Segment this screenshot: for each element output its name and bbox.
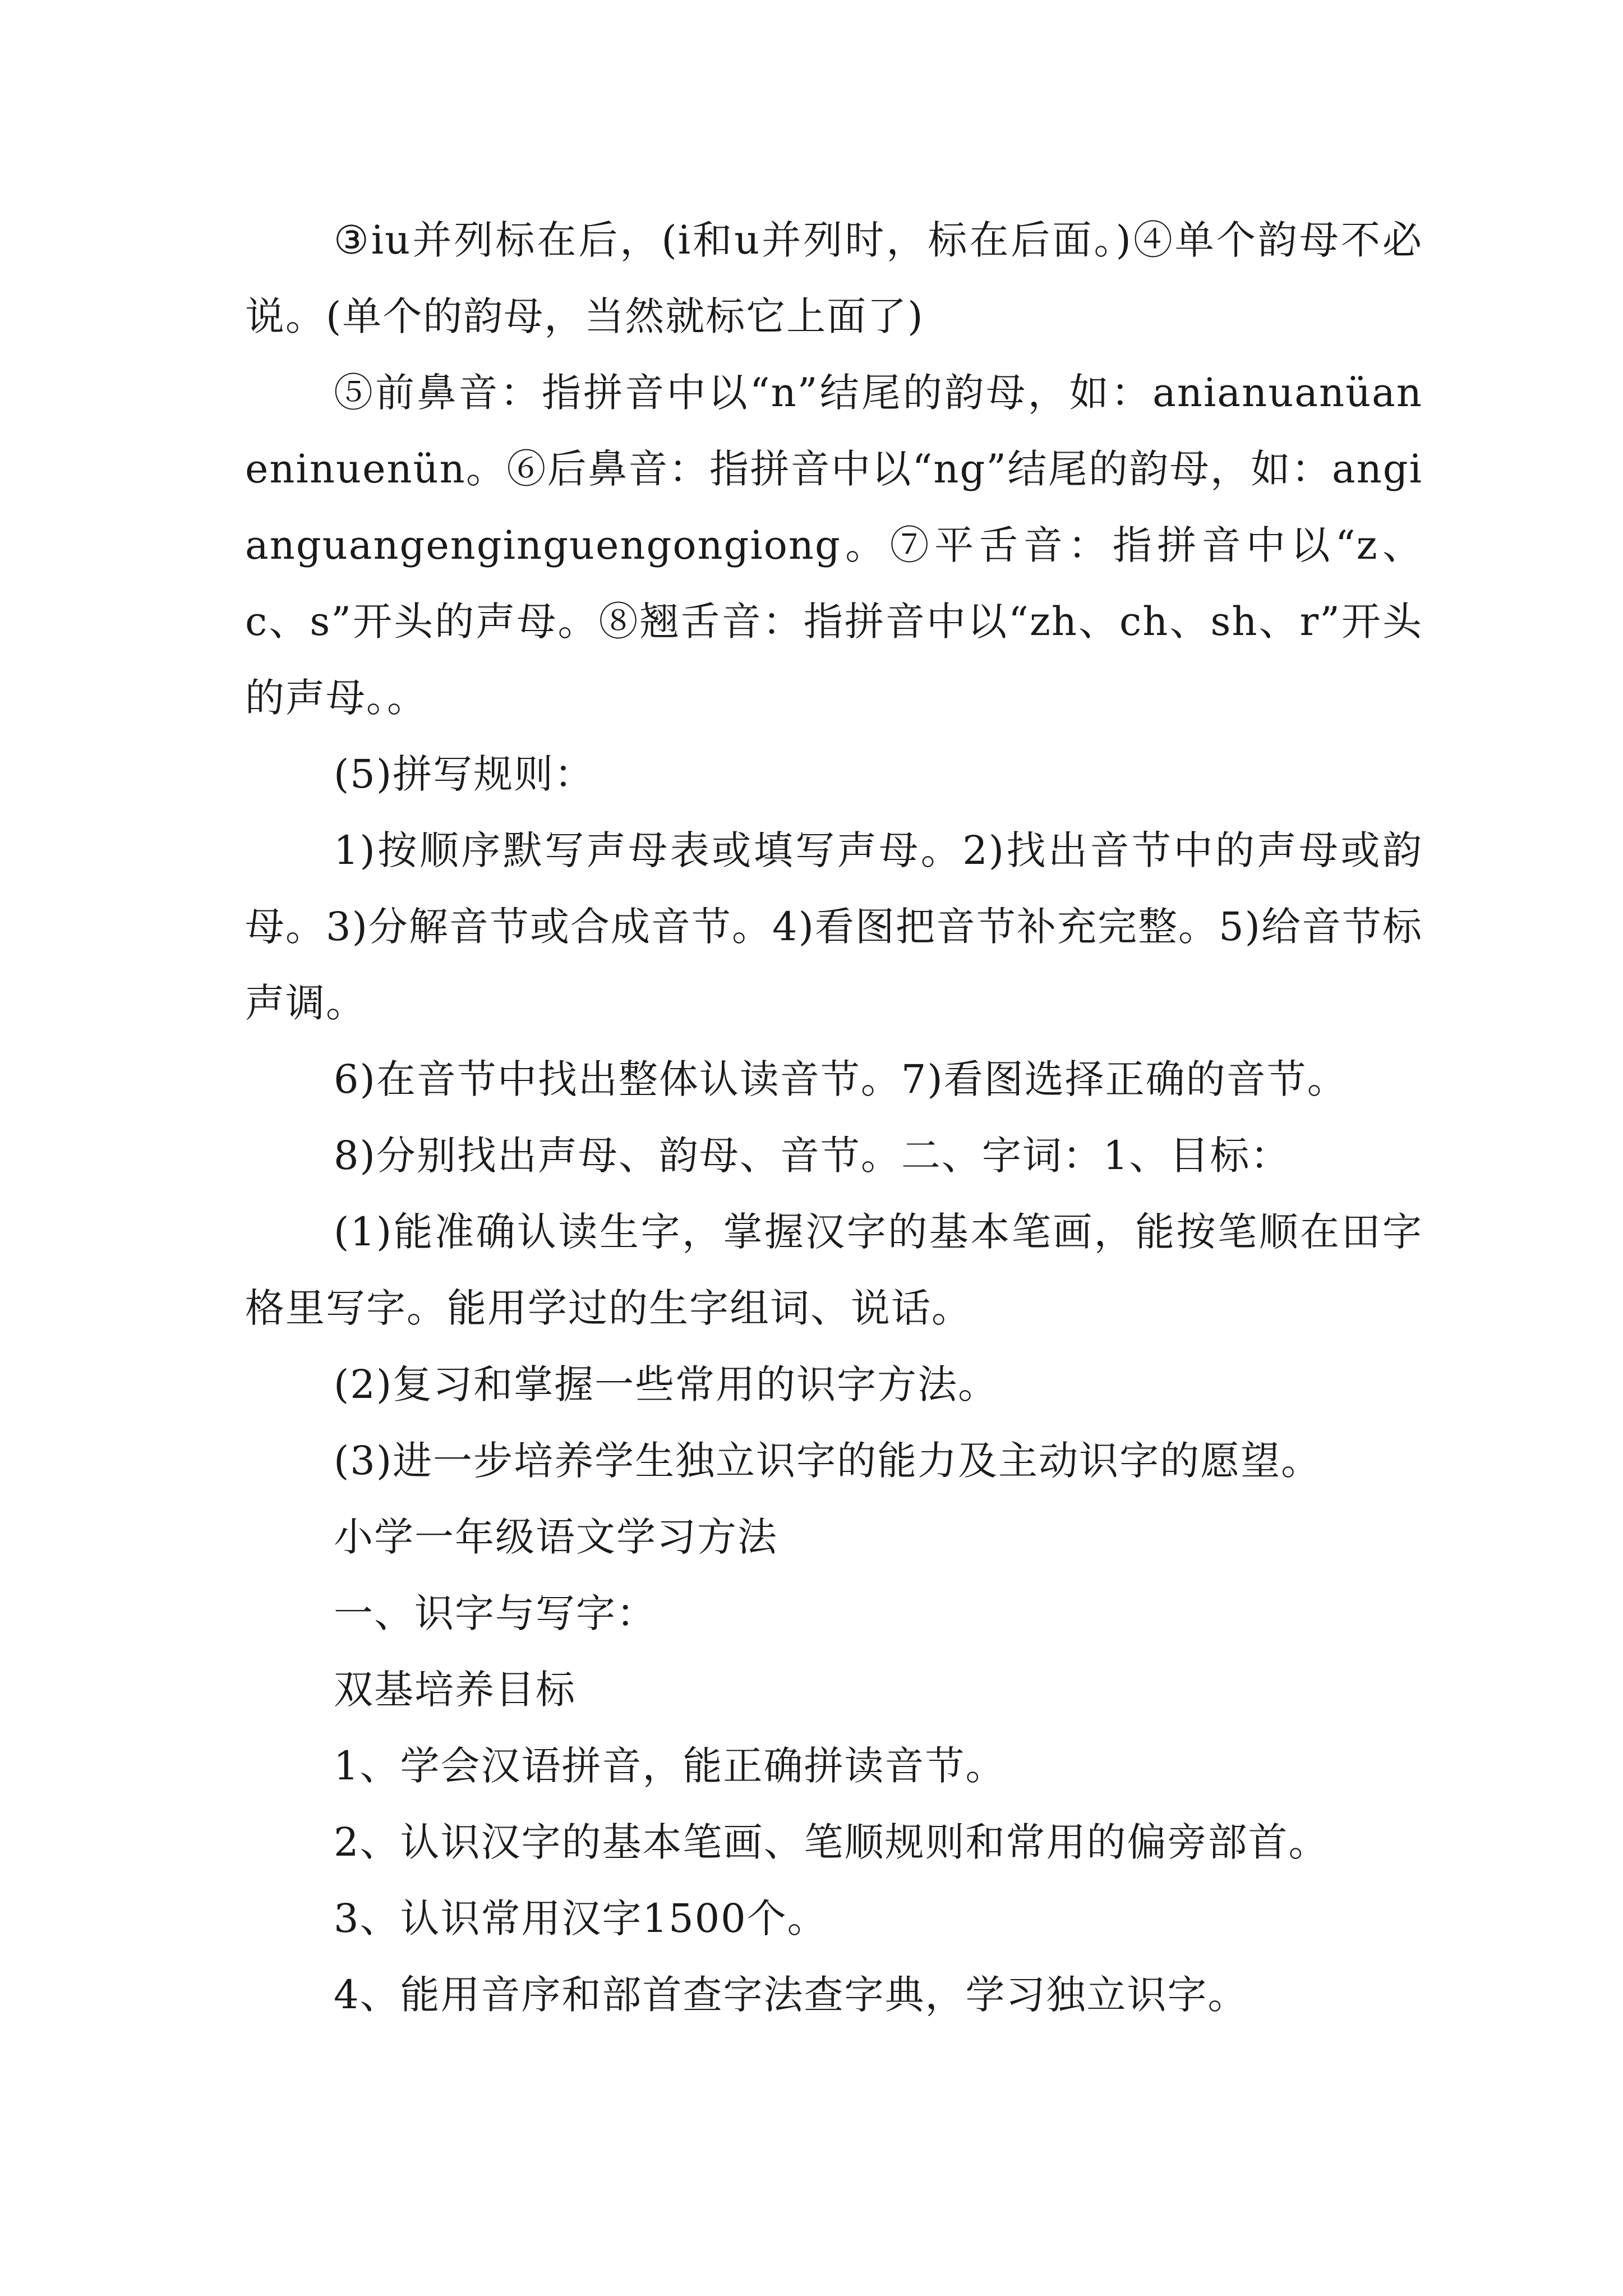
paragraph-spelling-rules-1: 1)按顺序默写声母表或填写声母。2)找出音节中的声母或韵母。3)分解音节或合成音节。4)看图把音节补充完整。5)给音节标声调。 [245, 827, 1423, 1026]
target-item-4: 4、能用音序和部首查字法查字典，学习独立识字。 [334, 1972, 1248, 2018]
target-item-1: 1、学会汉语拼音，能正确拼读音节。 [334, 1743, 1006, 1789]
paragraph-words-goal: 8)分别找出声母、韵母、音节。二、字词：1、目标： [334, 1133, 1291, 1179]
paragraph-spelling-rules-heading: (5)拼写规则： [334, 751, 595, 797]
paragraph-goal-1: (1)能准确认读生字，掌握汉字的基本笔画，能按笔顺在田字格里写字。能用学过的生字组词、说话。 [245, 1209, 1423, 1331]
paragraph-nasal-sounds: ⑤前鼻音：指拼音中以“n”结尾的韵母，如：anianuanüaneninuenün。⑥后鼻音：指拼音中以“ng”结尾的韵母，如：angianguangenginguengongiong。⑦平舌音：指拼音中以“z、c、s”开头的声母。⑧翘舌音：指拼音中以“zh、ch、sh、r”开头的声母。。 [245, 370, 1423, 721]
subheading-targets: 双基培养目标 [334, 1667, 576, 1713]
section-title: 小学一年级语文学习方法 [334, 1514, 778, 1560]
document-body [245, 202, 1423, 2033]
target-item-2: 2、认识汉字的基本笔画、笔顺规则和常用的偏旁部首。 [334, 1819, 1329, 1865]
paragraph-spelling-rules-2: 6)在音节中找出整体认读音节。7)看图选择正确的音节。 [334, 1056, 1348, 1102]
section-heading-literacy: 一、识字与写字： [334, 1590, 657, 1636]
paragraph-goal-3: (3)进一步培养学生独立识字的能力及主动识字的愿望。 [334, 1438, 1322, 1484]
target-item-3: 3、认识常用汉字1500个。 [334, 1895, 828, 1941]
paragraph-goal-2: (2)复习和掌握一些常用的识字方法。 [334, 1361, 999, 1407]
paragraph-tone-marks: ③iu并列标在后，(i和u并列时，标在后面。)④单个韵母不必说。(单个的韵母，当然就标它上面了) [245, 217, 1423, 339]
